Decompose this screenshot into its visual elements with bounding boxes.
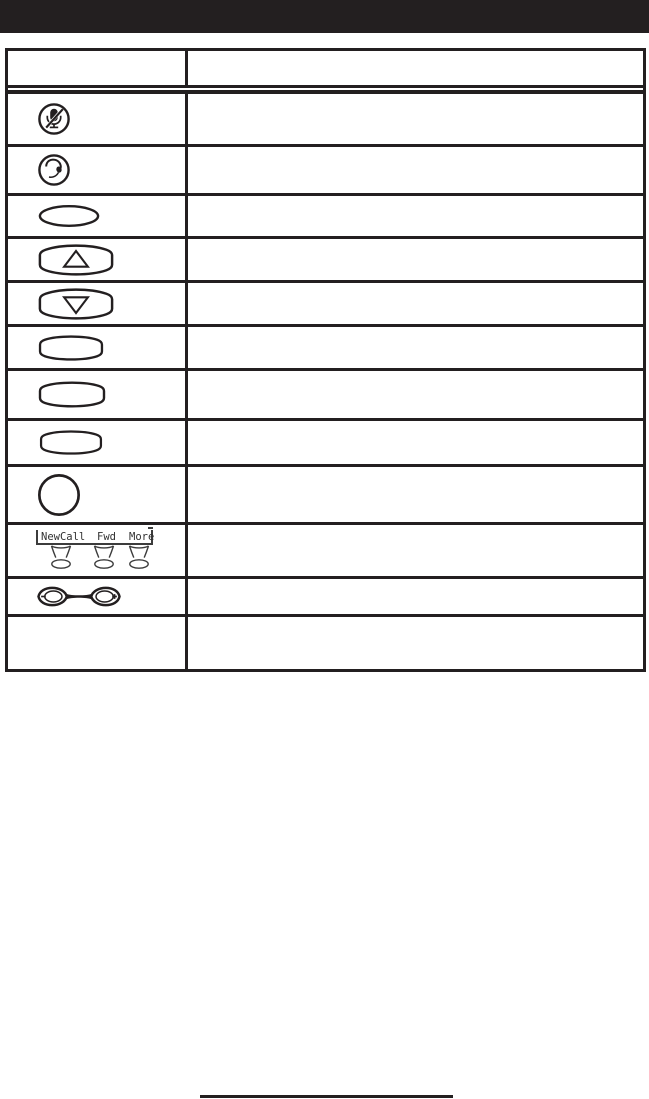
strip-corner-tick	[148, 527, 153, 529]
table-row-empty	[8, 614, 643, 669]
footer-rule	[200, 1095, 453, 1098]
feature-cell	[8, 467, 188, 522]
table-header-feature-cell	[8, 51, 188, 85]
softkey-button-icon	[126, 545, 152, 571]
description-cell	[188, 371, 643, 418]
description-cell	[188, 617, 643, 669]
table-row-blank-button-1	[8, 324, 643, 368]
mute-microphone-icon	[36, 101, 72, 137]
softkey-label-fwd: Fwd	[97, 531, 116, 543]
table-row-oval-button	[8, 193, 643, 236]
table-header-row	[8, 51, 643, 88]
blank-button-icon	[36, 428, 106, 457]
description-cell	[188, 196, 643, 236]
feature-cell	[8, 283, 188, 324]
feature-cell	[8, 421, 188, 464]
volume-rocker-icon	[36, 584, 122, 609]
softkey-label-newcall: NewCall	[41, 531, 86, 543]
table-header-description-cell	[188, 51, 643, 85]
headset-icon	[36, 152, 72, 188]
feature-cell	[8, 196, 188, 236]
table-row-blank-button-3	[8, 418, 643, 464]
description-cell	[188, 147, 643, 193]
table-row-mute	[8, 90, 643, 144]
oval-button-icon	[36, 204, 102, 228]
down-arrow-button-icon	[36, 285, 116, 323]
table-row-blank-button-2	[8, 368, 643, 418]
feature-cell	[8, 525, 188, 576]
feature-cell	[8, 327, 188, 368]
table-row-headset	[8, 144, 643, 193]
softkey-button-icon	[91, 545, 117, 571]
description-cell	[188, 283, 643, 324]
feature-cell	[8, 371, 188, 418]
softkey-label-more: More	[129, 531, 155, 543]
table-row-softkeys	[8, 522, 643, 576]
up-arrow-button-icon	[36, 241, 116, 279]
feature-cell	[8, 147, 188, 193]
description-cell	[188, 94, 643, 144]
table-row-scroll-down	[8, 280, 643, 324]
description-cell	[188, 525, 643, 576]
feature-cell	[8, 94, 188, 144]
softkey-label-strip	[36, 530, 153, 545]
description-cell	[188, 467, 643, 522]
description-cell	[188, 579, 643, 614]
table-row-round-button	[8, 464, 643, 522]
header-bar	[0, 0, 649, 33]
features-table	[5, 48, 646, 672]
description-cell	[188, 239, 643, 280]
blank-button-icon	[36, 333, 106, 363]
blank-button-icon	[36, 379, 108, 410]
feature-cell	[8, 239, 188, 280]
table-row-scroll-up	[8, 236, 643, 280]
feature-cell	[8, 579, 188, 614]
circle-button-icon	[36, 472, 82, 518]
softkey-button-icon	[48, 545, 74, 571]
description-cell	[188, 421, 643, 464]
feature-cell	[8, 617, 188, 669]
softkeys-display-icon	[36, 530, 156, 571]
description-cell	[188, 327, 643, 368]
table-row-volume	[8, 576, 643, 614]
